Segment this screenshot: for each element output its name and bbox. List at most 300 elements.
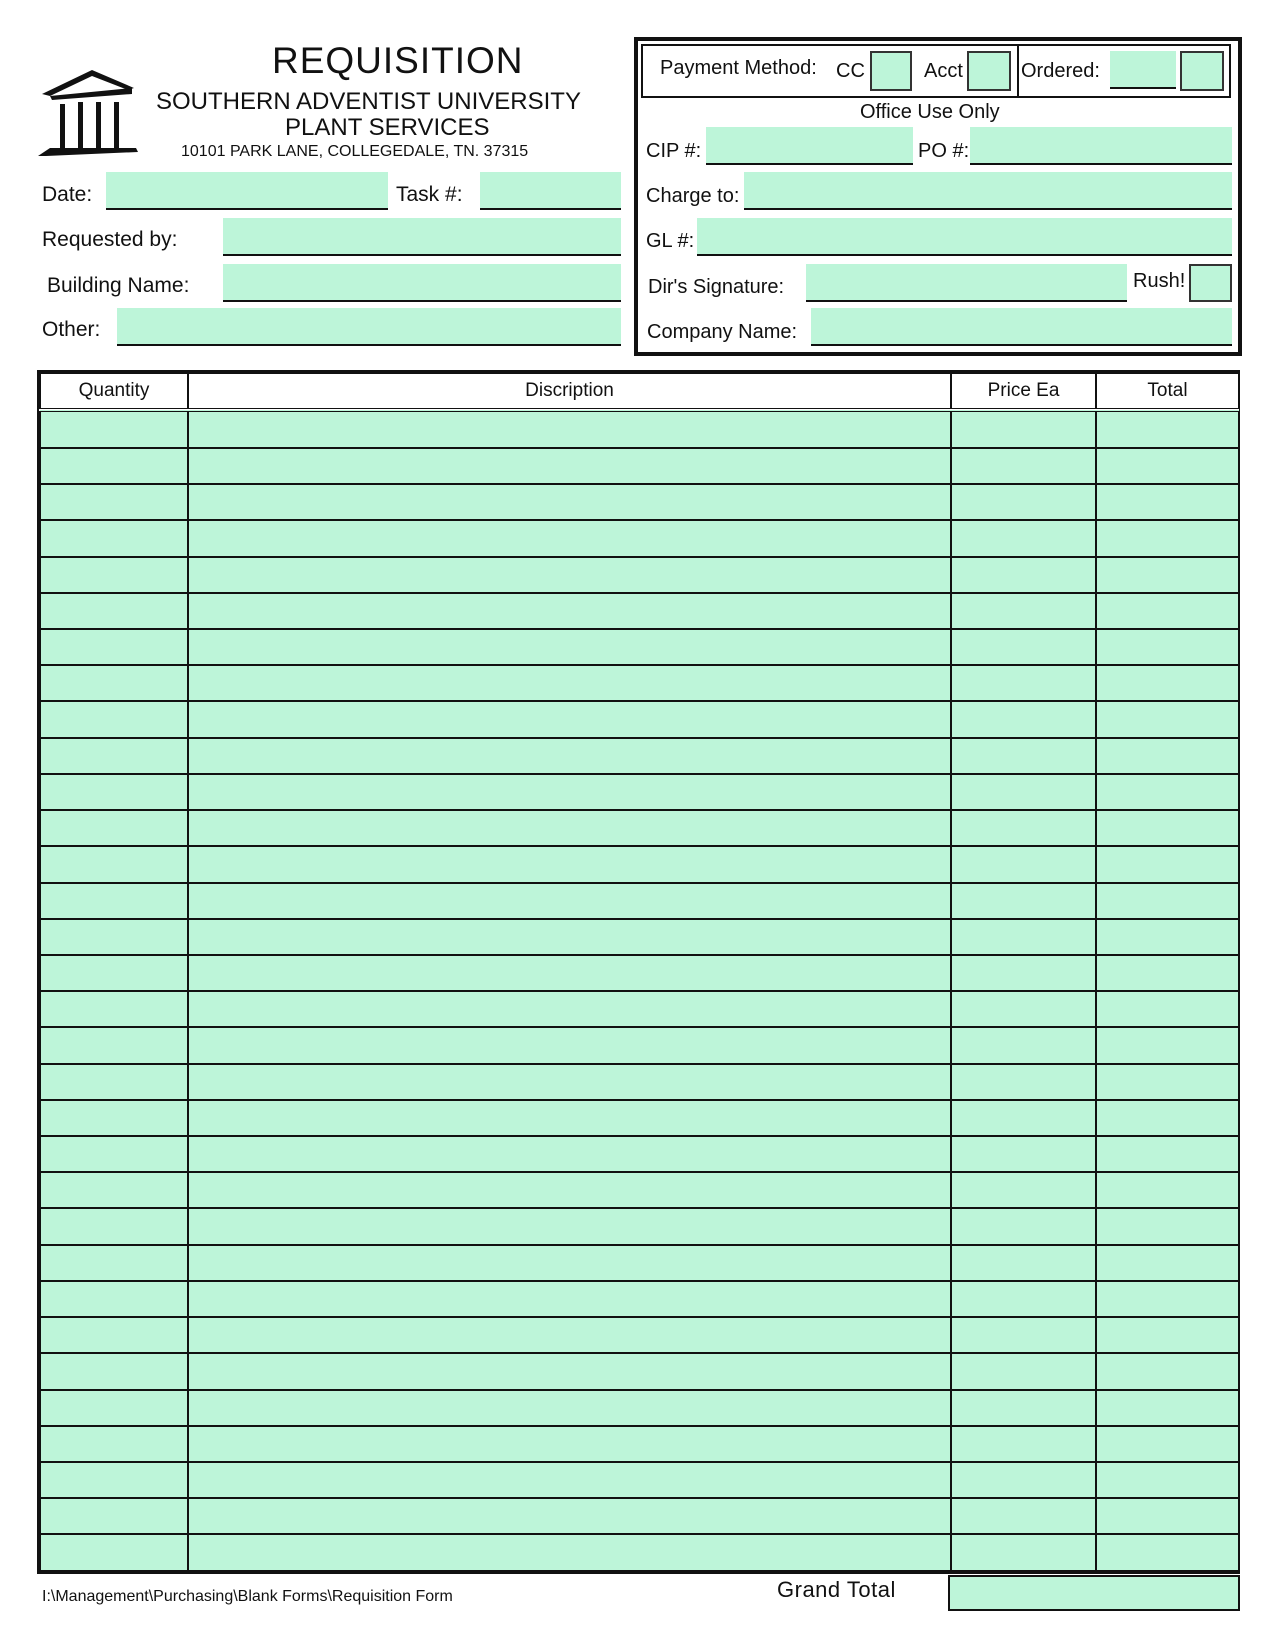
total-cell[interactable] <box>1096 665 1239 701</box>
description-cell-input[interactable] <box>189 847 950 881</box>
quantity-cell-input[interactable] <box>41 884 187 918</box>
price-each-cell-input[interactable] <box>952 485 1095 519</box>
total-cell-input[interactable] <box>1097 1209 1238 1243</box>
description-cell[interactable] <box>188 1390 951 1426</box>
quantity-cell-input[interactable] <box>41 1391 187 1425</box>
quantity-cell-input[interactable] <box>41 775 187 809</box>
total-cell-input[interactable] <box>1097 1137 1238 1171</box>
total-cell[interactable] <box>1096 1426 1239 1462</box>
quantity-cell[interactable] <box>40 1064 188 1100</box>
quantity-cell[interactable] <box>40 1390 188 1426</box>
price-each-cell-input[interactable] <box>952 992 1095 1026</box>
quantity-cell[interactable] <box>40 991 188 1027</box>
po-field[interactable] <box>970 127 1232 165</box>
total-cell-input[interactable] <box>1097 811 1238 845</box>
quantity-cell[interactable] <box>40 1317 188 1353</box>
description-cell-input[interactable] <box>189 1065 950 1099</box>
price-each-cell[interactable] <box>951 1281 1096 1317</box>
items-table <box>37 370 1240 1574</box>
quantity-column-header: Quantity <box>40 373 188 410</box>
price-each-cell-input[interactable] <box>952 956 1095 990</box>
price-each-cell[interactable] <box>951 1534 1096 1571</box>
quantity-cell-input[interactable] <box>41 594 187 628</box>
description-cell-input[interactable] <box>189 594 950 628</box>
description-cell-input[interactable] <box>189 811 950 845</box>
description-cell[interactable] <box>188 846 951 882</box>
quantity-cell-input[interactable] <box>41 1137 187 1171</box>
total-cell-input[interactable] <box>1097 558 1238 592</box>
quantity-cell-input[interactable] <box>41 1065 187 1099</box>
grand-total-field[interactable] <box>948 1575 1240 1611</box>
description-cell-input[interactable] <box>189 702 950 736</box>
quantity-cell-input[interactable] <box>41 847 187 881</box>
company-name-field[interactable] <box>811 308 1232 346</box>
price-each-cell-input[interactable] <box>952 1499 1095 1533</box>
total-cell[interactable] <box>1096 1390 1239 1426</box>
total-cell[interactable] <box>1096 629 1239 665</box>
price-each-cell[interactable] <box>951 1462 1096 1498</box>
price-each-cell[interactable] <box>951 665 1096 701</box>
table-row <box>40 1462 1239 1498</box>
total-cell[interactable] <box>1096 448 1239 484</box>
building-columns-icon <box>36 66 140 158</box>
total-cell-input[interactable] <box>1097 594 1238 628</box>
description-cell-input[interactable] <box>189 1535 950 1570</box>
description-cell-input[interactable] <box>189 1028 950 1062</box>
price-each-cell[interactable] <box>951 810 1096 846</box>
price-each-cell-input[interactable] <box>952 1246 1095 1280</box>
price-each-cell-input[interactable] <box>952 521 1095 555</box>
description-cell[interactable] <box>188 1208 951 1244</box>
total-cell[interactable] <box>1096 1281 1239 1317</box>
description-cell-input[interactable] <box>189 884 950 918</box>
quantity-cell-input[interactable] <box>41 666 187 700</box>
price-each-cell-input[interactable] <box>952 1391 1095 1425</box>
price-each-cell-input[interactable] <box>952 702 1095 736</box>
quantity-cell[interactable] <box>40 883 188 919</box>
description-cell[interactable] <box>188 1281 951 1317</box>
price-each-cell-input[interactable] <box>952 1065 1095 1099</box>
description-cell-input[interactable] <box>189 739 950 773</box>
total-cell-input[interactable] <box>1097 739 1238 773</box>
total-cell-input[interactable] <box>1097 485 1238 519</box>
price-each-cell[interactable] <box>951 484 1096 520</box>
total-cell[interactable] <box>1096 883 1239 919</box>
description-cell[interactable] <box>188 955 951 991</box>
gl-label: GL #: <box>646 230 695 252</box>
total-cell[interactable] <box>1096 774 1239 810</box>
price-each-cell[interactable] <box>951 593 1096 629</box>
price-each-cell[interactable] <box>951 1027 1096 1063</box>
quantity-cell-input[interactable] <box>41 1463 187 1497</box>
description-cell[interactable] <box>188 484 951 520</box>
price-each-cell-input[interactable] <box>952 1318 1095 1352</box>
form-title: REQUISITION <box>272 40 524 81</box>
quantity-cell-input[interactable] <box>41 956 187 990</box>
other-field[interactable] <box>117 308 621 346</box>
gl-field[interactable] <box>697 218 1232 256</box>
quantity-cell-input[interactable] <box>41 1246 187 1280</box>
description-cell[interactable] <box>188 1317 951 1353</box>
total-cell-input[interactable] <box>1097 1535 1238 1570</box>
price-each-cell[interactable] <box>951 701 1096 737</box>
price-each-cell-input[interactable] <box>952 775 1095 809</box>
description-cell-input[interactable] <box>189 485 950 519</box>
price-each-cell-input[interactable] <box>952 1101 1095 1135</box>
description-cell-input[interactable] <box>189 1246 950 1280</box>
quantity-cell[interactable] <box>40 1281 188 1317</box>
price-each-cell-input[interactable] <box>952 920 1095 954</box>
total-column-header: Total <box>1096 373 1239 410</box>
quantity-cell[interactable] <box>40 1027 188 1063</box>
price-each-cell[interactable] <box>951 991 1096 1027</box>
price-each-cell[interactable] <box>951 1064 1096 1100</box>
table-row <box>40 1498 1239 1534</box>
description-cell-input[interactable] <box>189 666 950 700</box>
description-cell-input[interactable] <box>189 1282 950 1316</box>
total-cell-input[interactable] <box>1097 775 1238 809</box>
description-cell[interactable] <box>188 1462 951 1498</box>
quantity-cell[interactable] <box>40 1353 188 1389</box>
description-cell[interactable] <box>188 1172 951 1208</box>
total-cell[interactable] <box>1096 1208 1239 1244</box>
quantity-cell[interactable] <box>40 1534 188 1571</box>
price-each-cell-input[interactable] <box>952 558 1095 592</box>
description-cell[interactable] <box>188 410 951 448</box>
table-row <box>40 448 1239 484</box>
quantity-cell-input[interactable] <box>41 1101 187 1135</box>
total-cell-input[interactable] <box>1097 1318 1238 1352</box>
price-each-cell[interactable] <box>951 448 1096 484</box>
total-cell[interactable] <box>1096 1534 1239 1571</box>
total-cell-input[interactable] <box>1097 956 1238 990</box>
price-each-cell[interactable] <box>951 955 1096 991</box>
quantity-cell-input[interactable] <box>41 702 187 736</box>
total-cell-input[interactable] <box>1097 702 1238 736</box>
table-row <box>40 810 1239 846</box>
price-each-cell-input[interactable] <box>952 1028 1095 1062</box>
description-cell[interactable] <box>188 1064 951 1100</box>
total-cell[interactable] <box>1096 1027 1239 1063</box>
price-each-cell[interactable] <box>951 1208 1096 1244</box>
description-cell[interactable] <box>188 883 951 919</box>
total-cell-input[interactable] <box>1097 666 1238 700</box>
quantity-cell-input[interactable] <box>41 1028 187 1062</box>
description-cell-input[interactable] <box>189 449 950 483</box>
cc-label: CC <box>836 60 865 82</box>
quantity-cell[interactable] <box>40 593 188 629</box>
signature-field[interactable] <box>806 264 1127 302</box>
total-cell[interactable] <box>1096 520 1239 556</box>
price-each-cell-input[interactable] <box>952 847 1095 881</box>
total-cell-input[interactable] <box>1097 920 1238 954</box>
total-cell-input[interactable] <box>1097 847 1238 881</box>
rush-label: Rush! <box>1133 270 1186 292</box>
price-each-cell[interactable] <box>951 410 1096 448</box>
quantity-cell-input[interactable] <box>41 558 187 592</box>
price-each-cell[interactable] <box>951 774 1096 810</box>
price-each-cell[interactable] <box>951 520 1096 556</box>
quantity-cell[interactable] <box>40 1100 188 1136</box>
price-each-cell-input[interactable] <box>952 1463 1095 1497</box>
total-cell[interactable] <box>1096 955 1239 991</box>
quantity-cell-input[interactable] <box>41 412 187 447</box>
price-each-cell[interactable] <box>951 1353 1096 1389</box>
task-field[interactable] <box>480 172 621 210</box>
price-each-cell-input[interactable] <box>952 1535 1095 1570</box>
ordered-checkbox[interactable] <box>1180 51 1224 91</box>
description-cell-input[interactable] <box>189 630 950 664</box>
description-cell[interactable] <box>188 1534 951 1571</box>
price-each-cell-input[interactable] <box>952 739 1095 773</box>
price-each-cell[interactable] <box>951 1498 1096 1534</box>
quantity-cell[interactable] <box>40 1462 188 1498</box>
company-name-label: Company Name: <box>647 321 798 343</box>
total-cell[interactable] <box>1096 410 1239 448</box>
description-cell-input[interactable] <box>189 1463 950 1497</box>
total-cell-input[interactable] <box>1097 521 1238 555</box>
description-cell[interactable] <box>188 810 951 846</box>
total-cell[interactable] <box>1096 846 1239 882</box>
quantity-cell-input[interactable] <box>41 1282 187 1316</box>
total-cell[interactable] <box>1096 738 1239 774</box>
quantity-cell[interactable] <box>40 1172 188 1208</box>
description-cell[interactable] <box>188 665 951 701</box>
total-cell-input[interactable] <box>1097 1463 1238 1497</box>
description-cell[interactable] <box>188 991 951 1027</box>
price-each-cell-input[interactable] <box>952 811 1095 845</box>
price-each-cell[interactable] <box>951 1136 1096 1172</box>
quantity-cell[interactable] <box>40 1245 188 1281</box>
payment-method-label: Payment Method: <box>660 57 817 79</box>
quantity-cell-input[interactable] <box>41 1318 187 1352</box>
date-field[interactable] <box>106 172 388 210</box>
quantity-cell[interactable] <box>40 1426 188 1462</box>
description-cell[interactable] <box>188 701 951 737</box>
table-row <box>40 410 1239 448</box>
price-each-cell-input[interactable] <box>952 1137 1095 1171</box>
price-each-cell-input[interactable] <box>952 1173 1095 1207</box>
total-cell-input[interactable] <box>1097 1427 1238 1461</box>
table-row <box>40 1281 1239 1317</box>
description-cell-input[interactable] <box>189 1101 950 1135</box>
table-row <box>40 846 1239 882</box>
price-each-cell[interactable] <box>951 738 1096 774</box>
price-each-cell-input[interactable] <box>952 666 1095 700</box>
quantity-cell-input[interactable] <box>41 485 187 519</box>
quantity-cell[interactable] <box>40 410 188 448</box>
description-cell-input[interactable] <box>189 992 950 1026</box>
quantity-cell-input[interactable] <box>41 1173 187 1207</box>
total-cell-input[interactable] <box>1097 412 1238 447</box>
total-cell-input[interactable] <box>1097 1246 1238 1280</box>
description-cell-input[interactable] <box>189 1354 950 1388</box>
price-each-cell-input[interactable] <box>952 1282 1095 1316</box>
table-row <box>40 1245 1239 1281</box>
description-cell[interactable] <box>188 629 951 665</box>
quantity-cell[interactable] <box>40 774 188 810</box>
total-cell[interactable] <box>1096 557 1239 593</box>
description-cell[interactable] <box>188 520 951 556</box>
total-cell-input[interactable] <box>1097 630 1238 664</box>
description-cell[interactable] <box>188 1100 951 1136</box>
description-cell[interactable] <box>188 738 951 774</box>
description-cell-input[interactable] <box>189 1318 950 1352</box>
description-cell-input[interactable] <box>189 1391 950 1425</box>
description-cell[interactable] <box>188 919 951 955</box>
quantity-cell-input[interactable] <box>41 1499 187 1533</box>
quantity-cell[interactable] <box>40 1136 188 1172</box>
description-cell-input[interactable] <box>189 1499 950 1533</box>
price-each-cell[interactable] <box>951 919 1096 955</box>
description-cell[interactable] <box>188 1498 951 1534</box>
quantity-cell-input[interactable] <box>41 920 187 954</box>
quantity-cell-input[interactable] <box>41 811 187 845</box>
total-cell[interactable] <box>1096 991 1239 1027</box>
price-each-cell[interactable] <box>951 557 1096 593</box>
charge-to-field[interactable] <box>744 172 1232 210</box>
quantity-cell-input[interactable] <box>41 992 187 1026</box>
price-each-cell[interactable] <box>951 1317 1096 1353</box>
quantity-cell[interactable] <box>40 557 188 593</box>
quantity-cell[interactable] <box>40 448 188 484</box>
description-cell[interactable] <box>188 1136 951 1172</box>
description-cell[interactable] <box>188 1245 951 1281</box>
quantity-cell[interactable] <box>40 701 188 737</box>
description-cell-input[interactable] <box>189 1209 950 1243</box>
total-cell-input[interactable] <box>1097 884 1238 918</box>
quantity-cell-input[interactable] <box>41 1354 187 1388</box>
price-each-cell-input[interactable] <box>952 412 1095 447</box>
total-cell[interactable] <box>1096 1498 1239 1534</box>
total-cell[interactable] <box>1096 1353 1239 1389</box>
rush-checkbox[interactable] <box>1189 264 1232 302</box>
quantity-cell-input[interactable] <box>41 1535 187 1570</box>
description-cell[interactable] <box>188 1426 951 1462</box>
acct-checkbox[interactable] <box>967 51 1011 91</box>
total-cell[interactable] <box>1096 1172 1239 1208</box>
quantity-cell-input[interactable] <box>41 1427 187 1461</box>
price-each-cell-input[interactable] <box>952 884 1095 918</box>
price-each-cell[interactable] <box>951 846 1096 882</box>
quantity-cell[interactable] <box>40 665 188 701</box>
quantity-cell-input[interactable] <box>41 630 187 664</box>
quantity-cell[interactable] <box>40 955 188 991</box>
description-cell[interactable] <box>188 557 951 593</box>
description-cell-input[interactable] <box>189 775 950 809</box>
quantity-cell-input[interactable] <box>41 1209 187 1243</box>
price-each-cell-input[interactable] <box>952 594 1095 628</box>
total-cell-input[interactable] <box>1097 449 1238 483</box>
price-each-cell[interactable] <box>951 1172 1096 1208</box>
total-cell[interactable] <box>1096 593 1239 629</box>
total-cell-input[interactable] <box>1097 1354 1238 1388</box>
price-each-cell-input[interactable] <box>952 630 1095 664</box>
quantity-cell[interactable] <box>40 846 188 882</box>
price-each-cell-input[interactable] <box>952 1427 1095 1461</box>
total-cell[interactable] <box>1096 1064 1239 1100</box>
price-each-cell-input[interactable] <box>952 1354 1095 1388</box>
quantity-cell[interactable] <box>40 484 188 520</box>
quantity-cell[interactable] <box>40 520 188 556</box>
total-cell[interactable] <box>1096 701 1239 737</box>
total-cell[interactable] <box>1096 1317 1239 1353</box>
quantity-cell-input[interactable] <box>41 739 187 773</box>
quantity-cell-input[interactable] <box>41 449 187 483</box>
total-cell-input[interactable] <box>1097 1065 1238 1099</box>
table-row <box>40 919 1239 955</box>
cip-field[interactable] <box>706 127 913 165</box>
quantity-cell[interactable] <box>40 810 188 846</box>
table-row <box>40 1426 1239 1462</box>
description-cell-input[interactable] <box>189 956 950 990</box>
total-cell-input[interactable] <box>1097 1282 1238 1316</box>
description-cell-input[interactable] <box>189 1173 950 1207</box>
quantity-cell[interactable] <box>40 1208 188 1244</box>
description-cell-input[interactable] <box>189 1137 950 1171</box>
description-cell[interactable] <box>188 448 951 484</box>
grand-total-label: Grand Total <box>777 1577 896 1602</box>
total-cell[interactable] <box>1096 919 1239 955</box>
ordered-field[interactable] <box>1110 51 1176 89</box>
table-row <box>40 1353 1239 1389</box>
total-cell-input[interactable] <box>1097 1028 1238 1062</box>
total-cell[interactable] <box>1096 1245 1239 1281</box>
total-cell[interactable] <box>1096 484 1239 520</box>
total-cell[interactable] <box>1096 1100 1239 1136</box>
total-cell-input[interactable] <box>1097 992 1238 1026</box>
description-cell[interactable] <box>188 593 951 629</box>
total-cell-input[interactable] <box>1097 1391 1238 1425</box>
description-cell-input[interactable] <box>189 558 950 592</box>
description-cell[interactable] <box>188 1027 951 1063</box>
price-each-cell[interactable] <box>951 1426 1096 1462</box>
table-row <box>40 1100 1239 1136</box>
price-each-cell[interactable] <box>951 629 1096 665</box>
total-cell-input[interactable] <box>1097 1101 1238 1135</box>
quantity-cell[interactable] <box>40 738 188 774</box>
total-cell-input[interactable] <box>1097 1499 1238 1533</box>
price-each-cell[interactable] <box>951 883 1096 919</box>
total-cell[interactable] <box>1096 810 1239 846</box>
total-cell-input[interactable] <box>1097 1173 1238 1207</box>
price-each-cell[interactable] <box>951 1245 1096 1281</box>
description-cell-input[interactable] <box>189 920 950 954</box>
description-cell-input[interactable] <box>189 412 950 447</box>
quantity-cell[interactable] <box>40 629 188 665</box>
price-each-cell-input[interactable] <box>952 449 1095 483</box>
description-cell[interactable] <box>188 1353 951 1389</box>
description-cell-input[interactable] <box>189 1427 950 1461</box>
price-each-cell[interactable] <box>951 1390 1096 1426</box>
description-column-header: Discription <box>188 373 951 410</box>
quantity-cell[interactable] <box>40 1498 188 1534</box>
requested-by-field[interactable] <box>223 218 621 256</box>
price-each-cell-input[interactable] <box>952 1209 1095 1243</box>
price-each-cell[interactable] <box>951 1100 1096 1136</box>
description-cell-input[interactable] <box>189 521 950 555</box>
cc-checkbox[interactable] <box>870 51 912 91</box>
total-cell[interactable] <box>1096 1136 1239 1172</box>
building-name-field[interactable] <box>223 264 621 302</box>
quantity-cell-input[interactable] <box>41 521 187 555</box>
table-row <box>40 1027 1239 1063</box>
quantity-cell[interactable] <box>40 919 188 955</box>
table-body <box>40 410 1239 1571</box>
total-cell[interactable] <box>1096 1462 1239 1498</box>
description-cell[interactable] <box>188 774 951 810</box>
table-row <box>40 1317 1239 1353</box>
